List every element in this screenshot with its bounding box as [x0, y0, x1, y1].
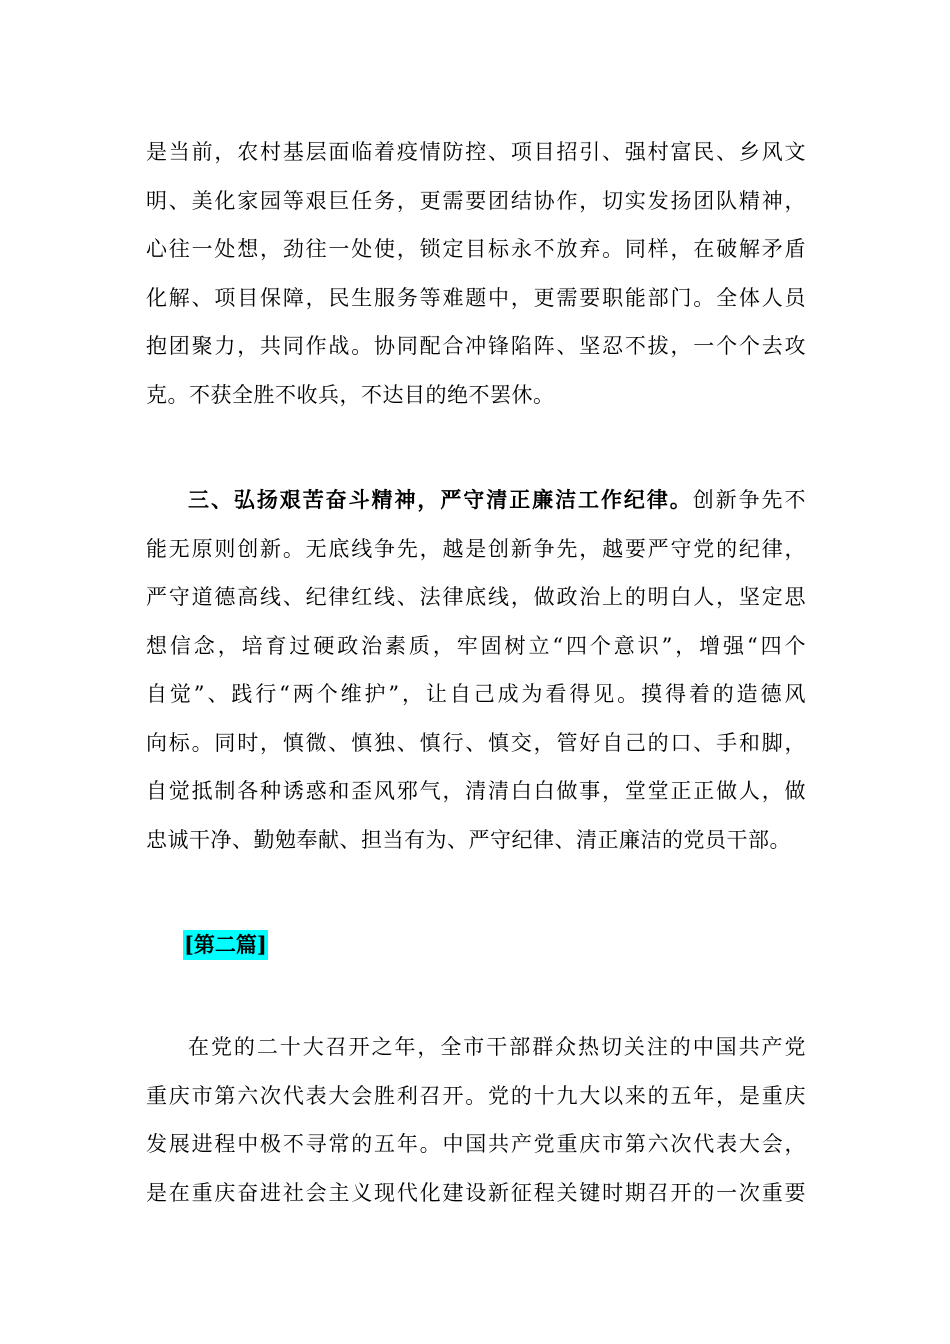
text-line: 自觉”、践行“两个维护”，让自己成为看得见。摸得着的造德风 [146, 682, 806, 706]
section-label: [第二篇] [183, 930, 268, 960]
section-heading: 三、弘扬艰苦奋斗精神，严守清正廉洁工作纪律。 [188, 487, 693, 512]
text-line: 能无原则创新。无底线争先，越是创新争先，越要严守党的纪律， [146, 536, 806, 561]
text-line: 重庆市第六次代表大会胜利召开。党的十九大以来的五年，是重庆 [146, 1083, 806, 1108]
text-line: 自觉抵制各种诱惑和歪风邪气，清清白白做事，堂堂正正做人，做 [146, 779, 806, 803]
text-line: 忠诚干净、勤勉奉献、担当有为、严守纪律、清正廉洁的党员干部。 [146, 827, 791, 852]
text-line: 发展进程中极不寻常的五年。中国共产党重庆市第六次代表大会， [146, 1132, 806, 1156]
text-line: 抱团聚力，共同作战。协同配合冲锋陷阵、坚忍不拔，一个个去攻 [146, 334, 806, 358]
section-label-wrap [183, 930, 268, 962]
text-line: 化解、项目保障，民生服务等难题中，更需要职能部门。全体人员 [146, 285, 806, 310]
paragraph-2 [146, 476, 806, 864]
paragraph-3 [146, 1023, 806, 1217]
text-line: 明、美化家园等艰巨任务，更需要团结协作，切实发扬团队精神， [146, 188, 806, 213]
text-line-first: 在党的二十大召开之年，全市干部群众热切关注的中国共产党 [188, 1035, 806, 1059]
text-line: 严守道德高线、纪律红线、法律底线，做政治上的明白人，坚定思 [146, 585, 806, 609]
text-line: 是当前，农村基层面临着疫情防控、项目招引、强村富民、乡风文 [146, 140, 806, 164]
text-line: 向标。同时，慎微、慎独、慎行、慎交，管好自己的口、手和脚， [146, 730, 806, 755]
paragraph-1 [146, 128, 806, 419]
text-line-first [146, 476, 806, 525]
text-run: 创新争先不 [692, 488, 807, 512]
text-line: 心往一处想，劲往一处使，锁定目标永不放弃。同样，在破解矛盾 [146, 237, 806, 261]
text-line: 克。不获全胜不收兵，不达目的绝不罢休。 [146, 382, 555, 407]
text-line: 想信念，培育过硬政治素质，牢固树立“四个意识”，增强“四个 [146, 633, 806, 658]
text-line: 是在重庆奋进社会主义现代化建设新征程关键时期召开的一次重要 [146, 1180, 806, 1205]
